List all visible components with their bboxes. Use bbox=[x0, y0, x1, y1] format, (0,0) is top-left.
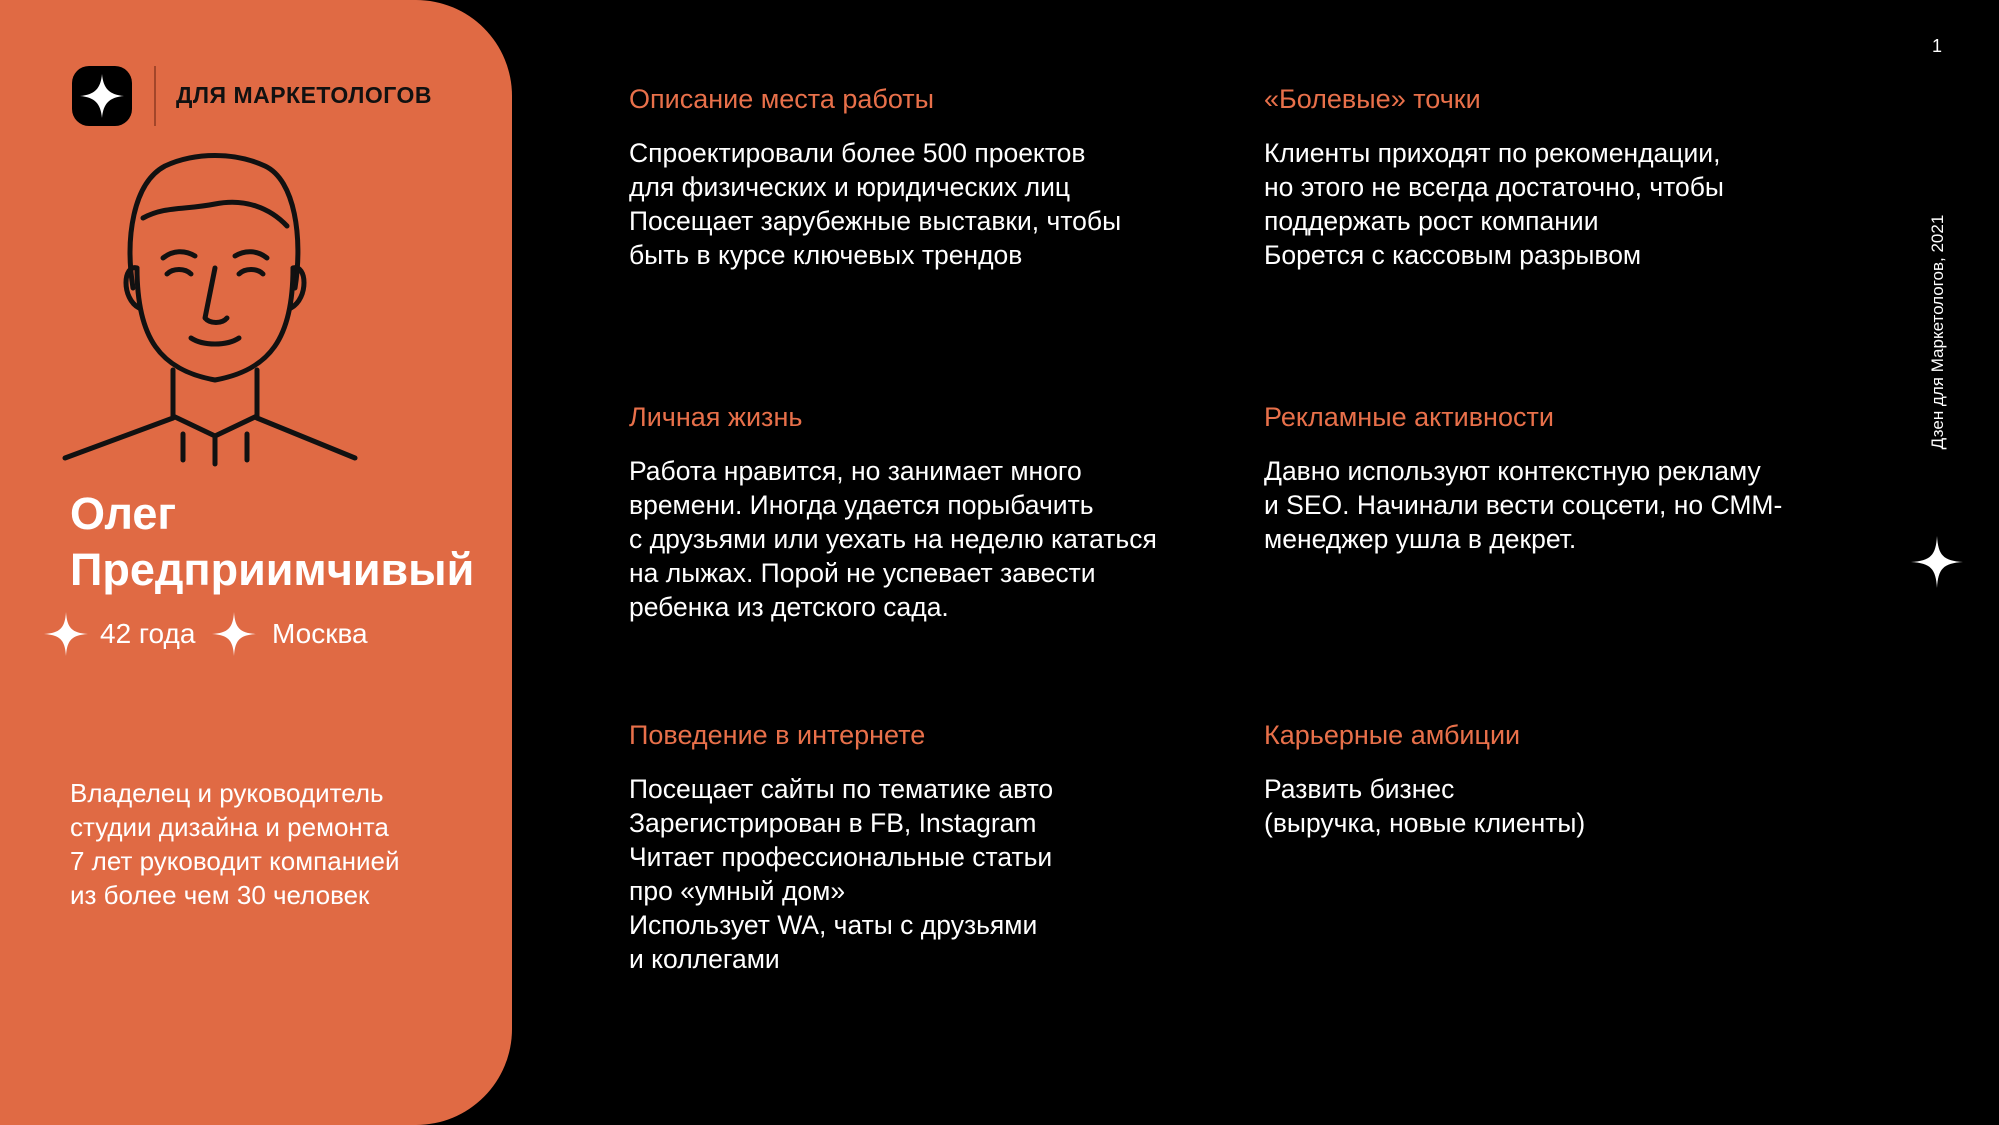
section-career-ambitions bbox=[1264, 718, 1585, 840]
section-online-behavior bbox=[629, 718, 1053, 976]
section-line: и SEO. Начинали вести соцсети, но СММ- bbox=[1264, 490, 1783, 520]
persona-first-name: Олег bbox=[70, 488, 177, 539]
section-line: Работа нравится, но занимает много bbox=[629, 456, 1082, 486]
section-text bbox=[629, 136, 1121, 272]
persona-description bbox=[70, 776, 400, 912]
page-number: 1 bbox=[1932, 36, 1943, 56]
brand-label: ДЛЯ МАРКЕТОЛОГОВ bbox=[176, 82, 432, 108]
section-ad-activities bbox=[1264, 400, 1782, 556]
persona-city: Москва bbox=[272, 618, 368, 649]
section-text bbox=[1264, 772, 1585, 840]
section-line: Давно используют контекстную рекламу bbox=[1264, 456, 1761, 486]
sparkle-icon bbox=[42, 610, 90, 658]
section-line: Посещает зарубежные выставки, чтобы bbox=[629, 206, 1122, 236]
man-portrait-icon bbox=[55, 148, 375, 478]
section-line: Клиенты приходят по рекомендации, bbox=[1264, 138, 1721, 168]
section-title: «Болевые» точки bbox=[1264, 84, 1481, 114]
section-text bbox=[1264, 454, 1782, 556]
section-line: про «умный дом» bbox=[629, 876, 846, 906]
section-title: Личная жизнь bbox=[629, 402, 803, 432]
section-line: но этого не всегда достаточно, чтобы bbox=[1264, 172, 1724, 202]
section-personal-life bbox=[629, 400, 1157, 624]
section-line: быть в курсе ключевых трендов bbox=[629, 240, 1023, 270]
sparkle-icon bbox=[210, 610, 258, 658]
section-line: Использует WA, чаты с друзьями bbox=[629, 910, 1038, 940]
section-title: Описание места работы bbox=[629, 84, 935, 114]
description-line: 7 лет руководит компанией bbox=[70, 846, 400, 876]
logo-divider bbox=[154, 66, 156, 126]
section-line: Посещает сайты по тематике авто bbox=[629, 774, 1054, 804]
description-line: студии дизайна и ремонта bbox=[70, 812, 389, 842]
section-line: Читает профессиональные статьи bbox=[629, 842, 1053, 872]
sparkle-icon bbox=[1909, 534, 1965, 590]
section-title: Карьерные амбиции bbox=[1264, 720, 1521, 750]
section-title: Поведение в интернете bbox=[629, 720, 926, 750]
persona-panel bbox=[0, 0, 512, 1125]
section-line: для физических и юридических лиц bbox=[629, 172, 1071, 202]
section-line: (выручка, новые клиенты) bbox=[1264, 808, 1586, 838]
description-line: из более чем 30 человек bbox=[70, 880, 370, 910]
persona-name bbox=[70, 486, 474, 598]
section-title: Рекламные активности bbox=[1264, 402, 1554, 432]
section-line: поддержать рост компании bbox=[1264, 206, 1599, 236]
section-line: ребенка из детского сада. bbox=[629, 592, 949, 622]
section-line: на лыжах. Порой не успевает завести bbox=[629, 558, 1096, 588]
section-line: Спроектировали более 500 проектов bbox=[629, 138, 1086, 168]
section-line: Зарегистрирован в FB, Instagram bbox=[629, 808, 1037, 838]
persona-age: 42 года bbox=[100, 618, 196, 649]
section-text bbox=[1264, 136, 1724, 272]
section-line: Развить бизнес bbox=[1264, 774, 1455, 804]
section-line: с друзьями или уехать на неделю кататься bbox=[629, 524, 1157, 554]
section-text bbox=[629, 772, 1053, 976]
persona-last-name: Предприимчивый bbox=[70, 544, 475, 595]
section-line: менеджер ушла в декрет. bbox=[1264, 524, 1577, 554]
side-caption: Дзен для Маркетологов, 2021 bbox=[1928, 214, 1947, 450]
zen-logo-icon[interactable] bbox=[72, 66, 132, 126]
section-pain-points bbox=[1264, 82, 1724, 272]
section-line: и коллегами bbox=[629, 944, 780, 974]
section-line: времени. Иногда удается порыбачить bbox=[629, 490, 1094, 520]
section-line: Борется с кассовым разрывом bbox=[1264, 240, 1642, 270]
section-text bbox=[629, 454, 1157, 624]
section-workplace bbox=[629, 82, 1121, 272]
description-line: Владелец и руководитель bbox=[70, 778, 384, 808]
